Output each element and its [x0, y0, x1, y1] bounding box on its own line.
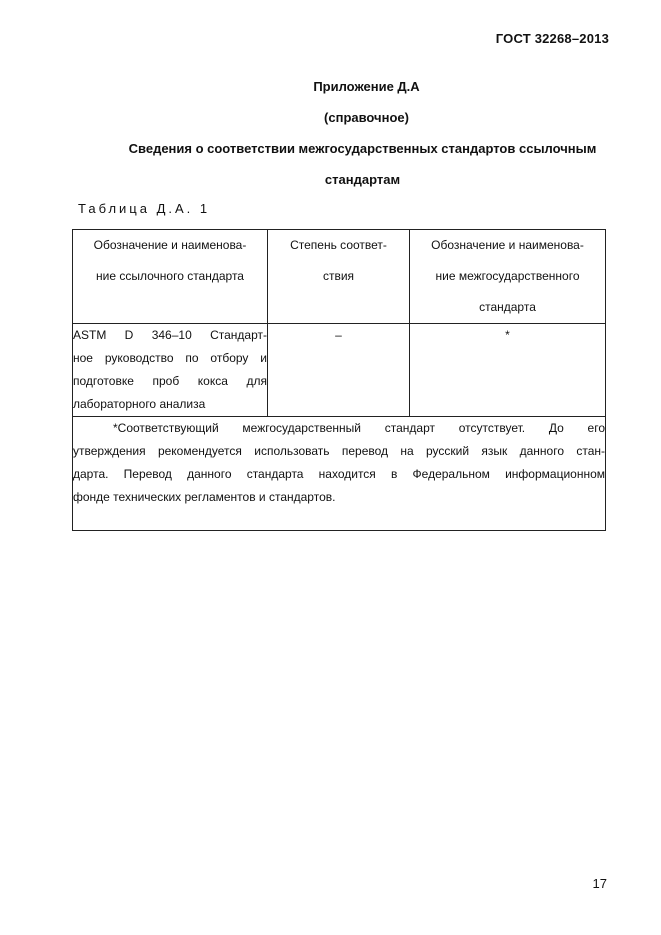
appendix-heading-line-2: стандартам: [324, 172, 401, 187]
header-text-line: ние межгосударственного: [435, 269, 580, 283]
reference-standard-cell: [73, 324, 268, 417]
reference-standards-table: [72, 229, 606, 531]
column-header-reference-standard: [73, 230, 268, 324]
header-text-line: Обозначение и наименова-: [93, 238, 247, 252]
column-header-compliance-degree: [268, 230, 410, 324]
header-text-line: Обозначение и наименова-: [431, 238, 584, 252]
table-header-row: [73, 230, 606, 324]
table-row: [73, 324, 606, 417]
page-number: 17: [592, 876, 607, 891]
footnote-line: дарта. Перевод данного стандарта находится в Федеральном информационном: [73, 467, 605, 481]
table-note-row: [73, 417, 606, 531]
table-label: Таблица Д.А. 1: [78, 201, 211, 216]
header-text-line: ние ссылочного стандарта: [96, 269, 244, 283]
compliance-cell: –: [268, 324, 410, 417]
footnote-line: фонде технических регламентов и стандартов.: [73, 490, 336, 504]
header-text-line: стандарта: [479, 300, 536, 314]
header-text-line: Степень соответ-: [290, 238, 387, 252]
appendix-kind: (справочное): [324, 110, 409, 125]
appendix-title: Приложение Д.А: [313, 79, 420, 94]
header-text-line: ствия: [322, 269, 355, 283]
standard-code: ГОСТ 32268–2013: [495, 31, 609, 46]
cell-text-line: подготовке проб кокса для: [73, 374, 267, 388]
footnote-line: *Соответствующий межгосударственный стандарт отсутствует. До его: [113, 421, 605, 435]
cell-text-line: ASTM D 346–10 Стандарт-: [73, 328, 267, 342]
interstate-standard-cell: *: [410, 324, 606, 417]
footnote-line: утверждения рекомендуется использовать перевод на русский язык данного стан-: [73, 444, 605, 458]
table-footnote: [73, 417, 606, 531]
cell-text-line: лабораторного анализа: [73, 397, 206, 411]
cell-text-line: ное руководство по отбору и: [73, 351, 267, 365]
column-header-interstate-standard: [410, 230, 606, 324]
appendix-heading-line-1: Сведения о соответствии межгосударственных стандартов ссылочным: [128, 141, 597, 156]
